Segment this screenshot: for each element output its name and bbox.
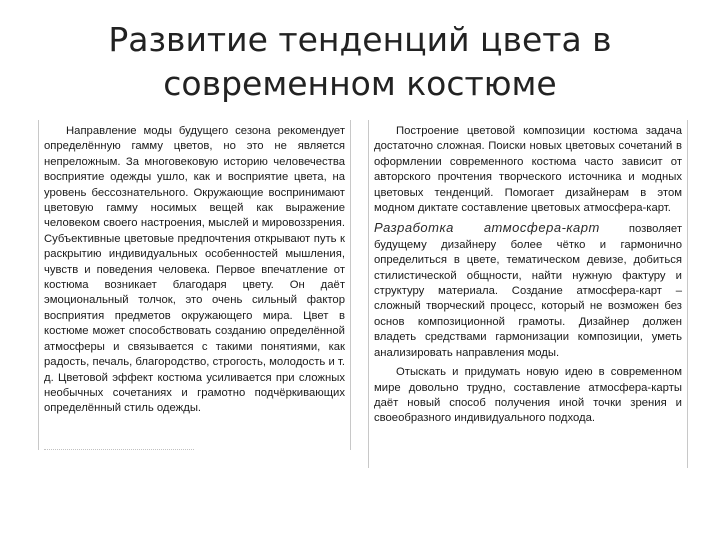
right-paragraph-3: Отыскать и придумать новую идею в современном мире довольно трудно, составление атмосфера-карты даёт новый способ получения иной точки зрения и своеобразного индивидуального подхода. [374,366,682,425]
highlighted-term: Разработка атмосфера-карт [374,220,600,236]
right-paragraph-1: Построение цветовой композиции костюма задача достаточно сложная. Поиски новых цветовых сочетаний в оформлении современного костюма часто зависит от авторского прочтения творческого источника и модных цветовых тенденций. Помогает дизайнерам в этом модном диктате составление цветовых атмосфера-карт. [374,125,682,215]
right-text-column [368,120,688,468]
cropped-text-fragment [44,449,194,453]
left-paragraph: Направление моды будущего сезона рекомендует определённую гамму цветов, но это не является непреложным. За многовековую историю человечества восприятие одежды ушло, как и восприятие цвета, на уровень бессознательного. Окружающие воспринимают цветовую гамму носимых вещей как выражение человеком своего настроения, мыслей и мировоззрения. Субъективные цветовые предпочтения открывают путь к раскрытию индивидуальных особенностей мышления, чувств и поведения человека. Первое впечатление от костюма возникает благодаря цвету. Он даёт эмоциональный толчок, это очень сильный фактор восприятия предметов окружающего мира. Цвет в костюме может способствовать созданию определённой атмосферы и связывается с такими понятиями, как радость, печаль, благородство, строгость, молодость и т. д. Цветовой эффект костюма усиливается при сложных необычных сочетаниях и грамотно подчёркивающих определённый стиль одежды. [44,125,345,415]
slide-title: Развитие тенденций цвета в современном костюме [108,20,612,103]
right-paragraph-2 [374,220,682,361]
right-paragraph-2-text: позволяет будущему дизайнеру более чётко и гармонично определиться в цвете, тематическом девизе, добиться стилистической общности, найти нужную фактуру и структуру материала. Создание атмосфера-карт – сложный творческий процесс, который не возможен без основ композиционной грамоты. Дизайнер должен владеть средствами гармонизации композиции, уметь анализировать направления моды. [374,223,682,359]
left-text-column [38,120,351,450]
